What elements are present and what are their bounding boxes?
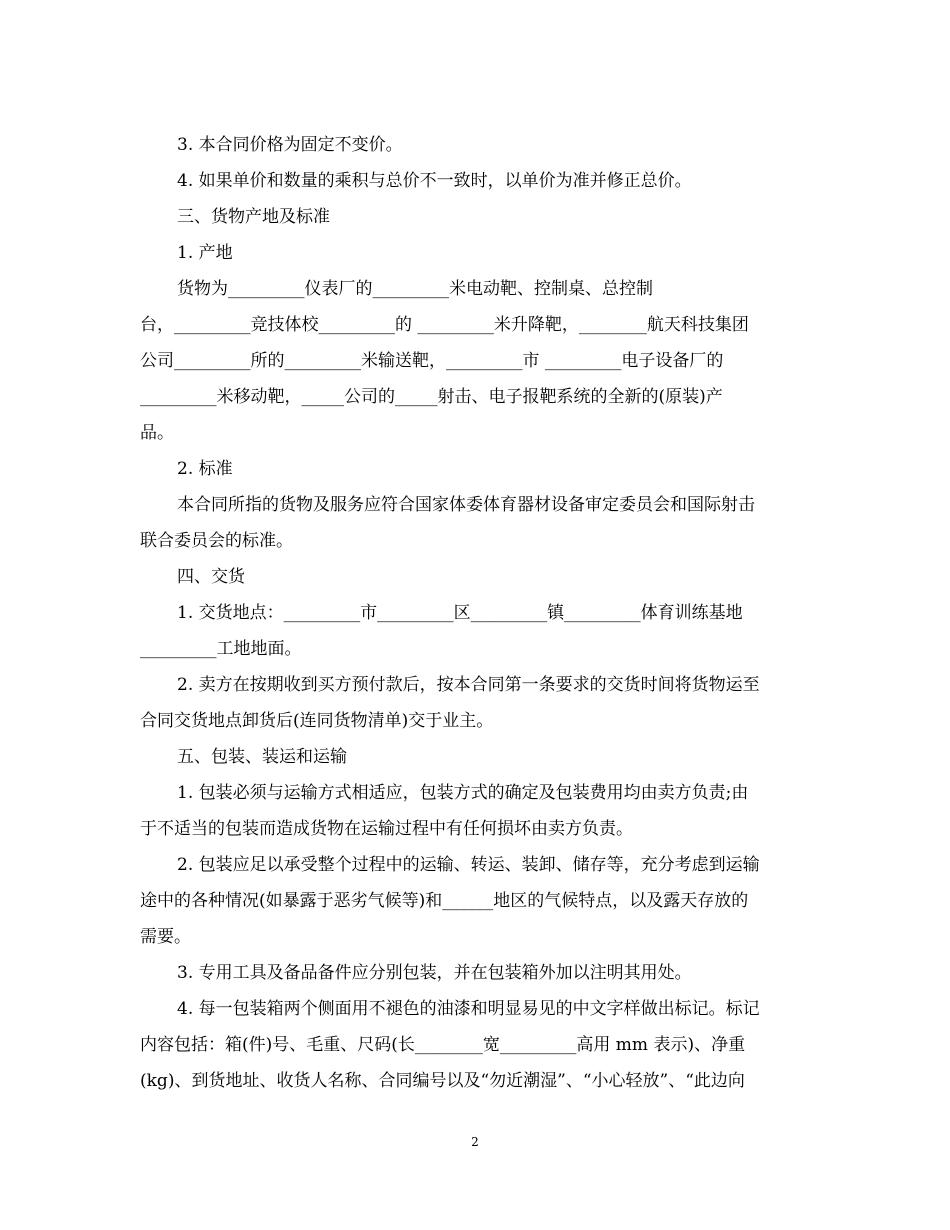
section-heading: 五、包装、装运和运输	[177, 747, 347, 767]
paragraph-line: 本合同所指的货物及服务应符合国家体委体育器材设备审定委员会和国际射击	[177, 495, 755, 515]
paragraph-line: 货物为_________仪表厂的_________米电动靶、控制桌、总控制	[177, 279, 653, 299]
paragraph-line: 联合委员会的标准。	[140, 531, 293, 551]
clause-line: 2. 卖方在按期收到买方预付款后，按本合同第一条要求的交货时间将货物运至	[177, 675, 760, 695]
clause-line: 3. 专用工具及备品备件应分别包装，并在包装箱外加以注明其用处。	[177, 963, 692, 983]
section-heading: 四、交货	[177, 567, 245, 587]
clause-line: 2. 包装应足以承受整个过程中的运输、转运、装卸、储存等，充分考虑到运输	[177, 855, 760, 875]
paragraph-line: _________米移动靶，_____公司的_____射击、电子报靶系统的全新的(原装)产	[140, 387, 723, 407]
paragraph-line: 公司_________所的_________米输送靶，_________市 _________电子设备厂的	[140, 351, 724, 371]
clause-line: (kg)、到货地址、收货人名称、合同编号以及“勿近潮湿”、“小心轻放”、“此边向	[140, 1071, 745, 1091]
document-body	[140, 127, 812, 1099]
clause-line: _________工地地面。	[140, 639, 302, 659]
subsection-heading: 1. 产地	[177, 243, 233, 263]
clause-line: 1. 包装必须与运输方式相适应，包装方式的确定及包装费用均由卖方负责;由	[177, 783, 749, 803]
clause-line: 于不适当的包装而造成货物在运输过程中有任何损坏由卖方负责。	[140, 819, 633, 839]
clause-line: 3. 本合同价格为固定不变价。	[177, 135, 403, 155]
clause-line: 合同交货地点卸货后(连同货物清单)交于业主。	[140, 711, 494, 731]
clause-line: 内容包括：箱(件)号、毛重、尺码(长________宽_________高用 mm 表示)、净重	[140, 1035, 746, 1055]
paragraph-line: 品。	[140, 423, 174, 443]
section-heading: 三、货物产地及标准	[177, 207, 330, 227]
page-number: 2	[471, 1135, 479, 1149]
clause-line: 途中的各种情况(如暴露于恶劣气候等)和______地区的气候特点，以及露天存放的	[140, 891, 749, 911]
subsection-heading: 2. 标准	[177, 459, 233, 479]
clause-line: 需要。	[140, 927, 191, 947]
clause-line: 4. 如果单价和数量的乘积与总价不一致时，以单价为准并修正总价。	[177, 171, 692, 191]
clause-line: 4. 每一包装箱两个侧面用不褪色的油漆和明显易见的中文字样做出标记。标记	[177, 999, 760, 1019]
clause-line: 1. 交货地点：_________市_________区_________镇_________体育训练基地	[177, 603, 743, 623]
paragraph-line: 台，_________竞技体校_________的 _________米升降靶，________航天科技集团	[140, 315, 749, 335]
